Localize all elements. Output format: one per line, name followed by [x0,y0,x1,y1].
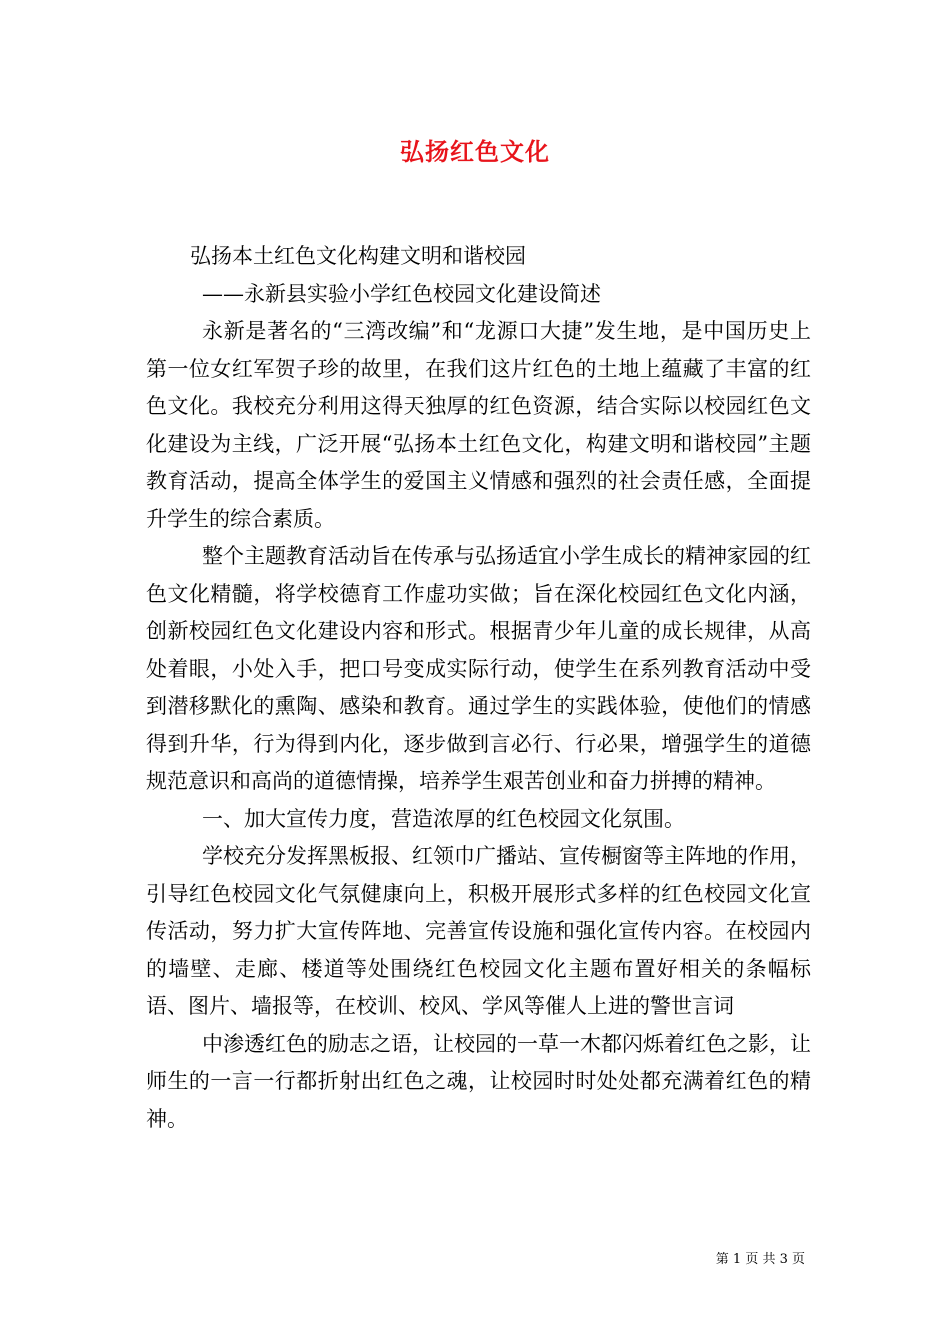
section-heading: 一、加大宣传力度，营造浓厚的红色校园文化氛围。 [202,806,685,831]
subtitle: 弘扬本土红色文化构建文明和谐校园 [190,244,526,268]
subtitle-secondary: ——永新县实验小学红色校园文化建设简述 [202,281,601,306]
document-body [146,238,811,1138]
paragraph: 中渗透红色的励志之语，让校园的一草一木都闪烁着红色之影，让师生的一言一行都折射出红色之魂，让校园时时处处都充满着红色的精神。 [146,1031,811,1131]
paragraph: 整个主题教育活动旨在传承与弘扬适宜小学生成长的精神家园的红色文化精髓，将学校德育工作虚功实做；旨在深化校园红色文化内涵，创新校园红色文化建设内容和形式。根据青少年儿童的成长规律，从高处着眼，小处入手，把口号变成实际行动，使学生在系列教育活动中受到潜移默化的熏陶、感染和教育。通过学生的实践体验，使他们的情感得到升华，行为得到内化，逐步做到言必行、行必果，增强学生的道德规范意识和高尚的道德情操，培养学生艰苦创业和奋力拼搏的精神。 [146,544,811,793]
page-number: 第 1 页 共 3 页 [715,1252,805,1267]
paragraph: 学校充分发挥黑板报、红领巾广播站、宣传橱窗等主阵地的作用，引导红色校园文化气氛健康向上，积极开展形式多样的红色校园文化宣传活动，努力扩大宣传阵地、完善宣传设施和强化宣传内容。在校园内的墙壁、走廊、楼道等处围绕红色校园文化主题布置好相关的条幅标语、图片、墙报等，在校训、校风、学风等催人上进的警世言词 [146,844,811,1018]
paragraph: 永新是著名的“三湾改编”和“龙源口大捷”发生地，是中国历史上第一位女红军贺子珍的故里，在我们这片红色的土地上蕴藏了丰富的红色文化。我校充分利用这得天独厚的红色资源，结合实际以校园红色文化建设为主线，广泛开展“弘扬本土红色文化，构建文明和谐校园”主题教育活动，提高全体学生的爱国主义情感和强烈的社会责任感，全面提升学生的综合素质。 [146,319,811,531]
document-title: 弘扬红色文化 [400,137,550,166]
